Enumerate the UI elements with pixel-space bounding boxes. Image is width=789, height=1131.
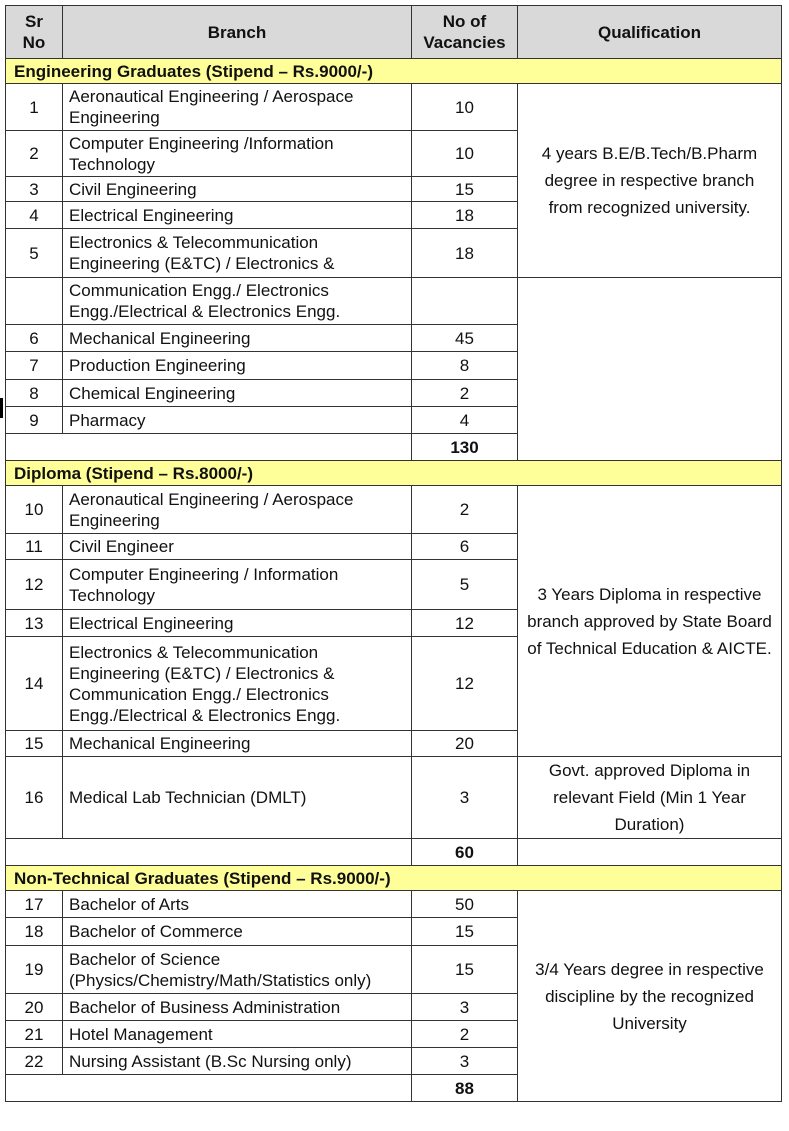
sr-cell: 19 <box>6 946 63 994</box>
vacancy-cell: 3 <box>412 757 518 839</box>
sr-cell: 22 <box>6 1048 63 1075</box>
branch-cell: Electrical Engineering <box>63 202 412 229</box>
header-row <box>6 6 782 59</box>
branch-cell: Electronics & Telecommunication Engineering (E&TC) / Electronics & <box>63 229 412 278</box>
section-header <box>6 59 782 84</box>
sr-cell: 15 <box>6 731 63 757</box>
section-title: Non-Technical Graduates (Stipend – Rs.9000/-) <box>6 866 782 891</box>
sr-cell: 17 <box>6 891 63 918</box>
vacancy-cell: 10 <box>412 131 518 177</box>
vacancy-cell: 12 <box>412 637 518 731</box>
sr-cell: 10 <box>6 486 63 534</box>
table-row <box>6 84 782 131</box>
sr-cell: 3 <box>6 177 63 202</box>
sr-cell <box>6 278 63 325</box>
vacancy-cell: 15 <box>412 177 518 202</box>
sr-cell: 11 <box>6 534 63 560</box>
vacancy-cell: 2 <box>412 1021 518 1048</box>
header-qualification: Qualification <box>518 6 782 59</box>
total-cell: 130 <box>412 434 518 461</box>
branch-cell: Mechanical Engineering <box>63 325 412 352</box>
qualification-cell: 4 years B.E/B.Tech/B.Pharm degree in respective branch from recognized university. <box>518 84 782 278</box>
branch-cell: Computer Engineering / Information Technology <box>63 560 412 610</box>
branch-cell: Mechanical Engineering <box>63 731 412 757</box>
sr-cell: 14 <box>6 637 63 731</box>
branch-cell: Civil Engineering <box>63 177 412 202</box>
vacancy-cell: 18 <box>412 229 518 278</box>
table-row <box>6 486 782 534</box>
branch-cell: Computer Engineering /Information Technology <box>63 131 412 177</box>
branch-cell: Bachelor of Arts <box>63 891 412 918</box>
vacancy-cell: 6 <box>412 534 518 560</box>
branch-cell: Bachelor of Commerce <box>63 918 412 946</box>
branch-cell: Civil Engineer <box>63 534 412 560</box>
qualification-cell: Govt. approved Diploma in relevant Field (Min 1 Year Duration) <box>518 757 782 839</box>
qualification-cell-empty <box>518 278 782 461</box>
sr-cell: 8 <box>6 380 63 407</box>
branch-cell: Electronics & Telecommunication Engineering (E&TC) / Electronics & Communication Engg./ Electronics Engg./Electrical & Electronics Engg. <box>63 637 412 731</box>
vacancy-cell: 20 <box>412 731 518 757</box>
header-sr: Sr No <box>6 6 63 59</box>
vacancy-cell: 2 <box>412 380 518 407</box>
vacancy-cell: 50 <box>412 891 518 918</box>
sr-cell: 1 <box>6 84 63 131</box>
vacancy-table <box>5 5 782 1102</box>
vacancy-cell: 8 <box>412 352 518 380</box>
vacancy-cell: 15 <box>412 918 518 946</box>
qualification-cell: 3/4 Years degree in respective discipline by the recognized University <box>518 891 782 1102</box>
table-row <box>6 278 782 325</box>
sr-cell: 6 <box>6 325 63 352</box>
branch-cell: Nursing Assistant (B.Sc Nursing only) <box>63 1048 412 1075</box>
branch-cell: Hotel Management <box>63 1021 412 1048</box>
section-title: Diploma (Stipend – Rs.8000/-) <box>6 461 782 486</box>
table-row <box>6 757 782 839</box>
vacancy-cell: 3 <box>412 994 518 1021</box>
header-vacancies: No of Vacancies <box>412 6 518 59</box>
branch-cell: Chemical Engineering <box>63 380 412 407</box>
branch-cell: Medical Lab Technician (DMLT) <box>63 757 412 839</box>
section-header <box>6 866 782 891</box>
branch-cell: Bachelor of Business Administration <box>63 994 412 1021</box>
section-title: Engineering Graduates (Stipend – Rs.9000/-) <box>6 59 782 84</box>
branch-cell: Bachelor of Science (Physics/Chemistry/Math/Statistics only) <box>63 946 412 994</box>
sr-cell: 21 <box>6 1021 63 1048</box>
branch-cell: Pharmacy <box>63 407 412 434</box>
vacancy-cell <box>412 278 518 325</box>
sr-cell: 20 <box>6 994 63 1021</box>
scan-mark <box>0 398 3 418</box>
sr-cell: 2 <box>6 131 63 177</box>
vacancy-cell: 45 <box>412 325 518 352</box>
vacancy-cell: 18 <box>412 202 518 229</box>
vacancy-cell: 2 <box>412 486 518 534</box>
vacancy-cell: 5 <box>412 560 518 610</box>
total-cell: 88 <box>412 1075 518 1102</box>
qualification-cell: 3 Years Diploma in respective branch approved by State Board of Technical Education & AICTE. <box>518 486 782 757</box>
section-header <box>6 461 782 486</box>
table-row <box>6 891 782 918</box>
sr-cell: 4 <box>6 202 63 229</box>
total-row <box>6 839 782 866</box>
sr-cell: 16 <box>6 757 63 839</box>
sr-cell: 5 <box>6 229 63 278</box>
vacancy-cell: 4 <box>412 407 518 434</box>
sr-cell: 12 <box>6 560 63 610</box>
branch-cell: Communication Engg./ Electronics Engg./Electrical & Electronics Engg. <box>63 278 412 325</box>
vacancy-cell: 12 <box>412 610 518 637</box>
branch-cell: Aeronautical Engineering / Aerospace Engineering <box>63 84 412 131</box>
sr-cell: 18 <box>6 918 63 946</box>
header-branch: Branch <box>63 6 412 59</box>
sr-cell: 13 <box>6 610 63 637</box>
branch-cell: Aeronautical Engineering / Aerospace Engineering <box>63 486 412 534</box>
vacancy-cell: 15 <box>412 946 518 994</box>
vacancy-cell: 3 <box>412 1048 518 1075</box>
sr-cell: 9 <box>6 407 63 434</box>
branch-cell: Electrical Engineering <box>63 610 412 637</box>
sr-cell: 7 <box>6 352 63 380</box>
total-cell: 60 <box>412 839 518 866</box>
branch-cell: Production Engineering <box>63 352 412 380</box>
vacancy-cell: 10 <box>412 84 518 131</box>
